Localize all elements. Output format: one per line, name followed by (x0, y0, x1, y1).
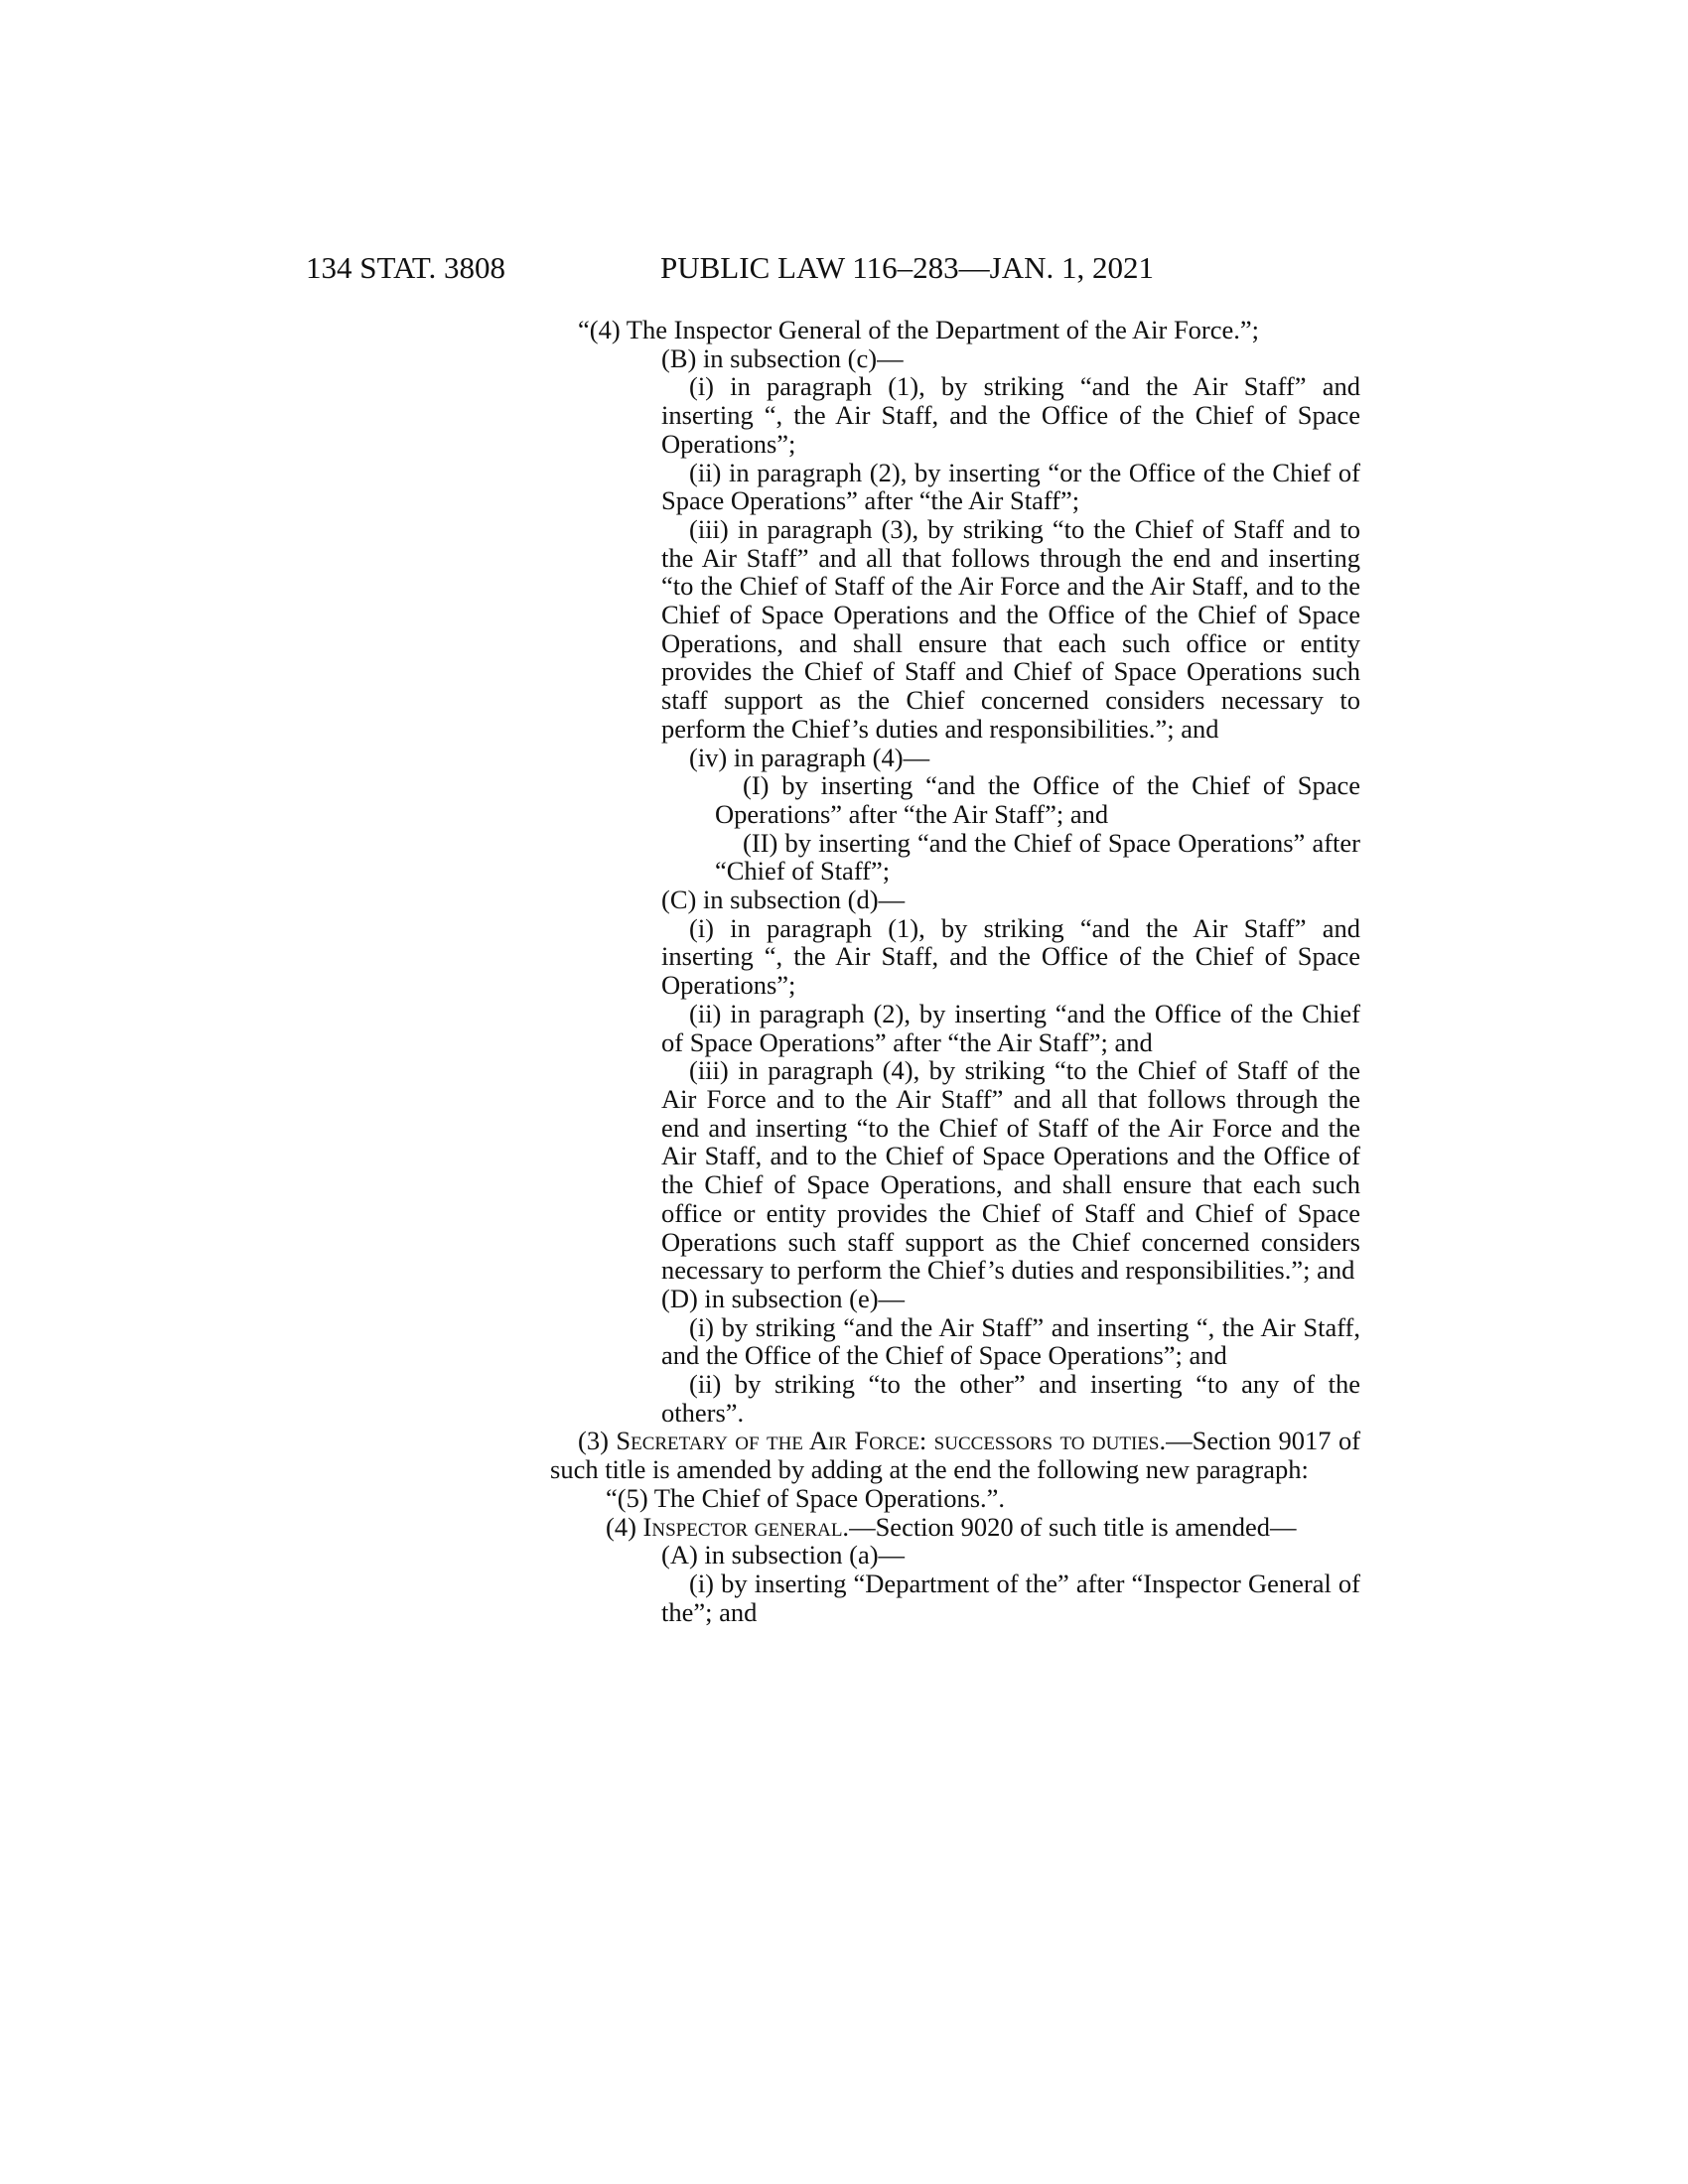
paragraph-text: —Section 9020 of such title is amended— (849, 1511, 1297, 1542)
paragraph (550, 1056, 1360, 1285)
paragraph (550, 1484, 1360, 1513)
paragraph-heading: Inspector general. (642, 1511, 850, 1542)
paragraph-heading: Secretary of the Air Force: successors to duties. (616, 1426, 1167, 1456)
paragraph-text: (I) by inserting “and the Office of the Chief of Space Operations” after “the Air Staff”; and (715, 770, 1360, 829)
paragraph-text: “(4) The Inspector General of the Department of the Air Force.”; (578, 315, 1260, 344)
paragraph (550, 1427, 1360, 1483)
paragraph-text: (i) in paragraph (1), by striking “and the Air Staff” and inserting “, the Air Staff, and the Office of the Chief of Space Operations”; (661, 371, 1360, 459)
paragraph (550, 372, 1360, 458)
paragraph-text: (B) in subsection (c)— (661, 342, 904, 373)
paragraph (550, 1313, 1360, 1370)
paragraph-text: (ii) in paragraph (2), by inserting “and the Office of the Chief of Space Operations” after “the Air Staff”; and (661, 998, 1360, 1057)
paragraph (550, 459, 1360, 515)
document-body (550, 316, 1360, 1626)
paragraph (550, 1370, 1360, 1427)
paragraph-text: (ii) in paragraph (2), by inserting “or the Office of the Chief of Space Operations” after “the Air Staff”; (661, 457, 1360, 516)
paragraph-text: (C) in subsection (d)— (661, 885, 906, 915)
paragraph (550, 344, 1360, 373)
statute-page-number: 134 STAT. 3808 (306, 250, 506, 285)
paragraph-number: (3) (578, 1426, 609, 1456)
paragraph (550, 1285, 1360, 1313)
paragraph-text: (D) in subsection (e)— (661, 1283, 906, 1313)
paragraph-text: (A) in subsection (a)— (661, 1540, 906, 1570)
paragraph (550, 515, 1360, 744)
paragraph-text: “(5) The Chief of Space Operations.”. (606, 1482, 1006, 1513)
paragraph (550, 886, 1360, 914)
paragraph-text: —Section 9017 of such title is amended by adding at the end the following new paragraph: (550, 1426, 1361, 1485)
paragraph-text: (i) by inserting “Department of the” after “Inspector General of the”; and (661, 1568, 1360, 1627)
paragraph (550, 1570, 1360, 1626)
paragraph (550, 1000, 1360, 1056)
paragraph (550, 744, 1360, 772)
paragraph (550, 829, 1360, 886)
paragraph (550, 316, 1360, 344)
paragraph-text: (iii) in paragraph (4), by striking “to the Chief of Staff of the Air Force and to the Air Staff” and all that follows through the end and inserting “to the Chief of Staff of the Air Force and the Air Staff, and to the Chief of Space Operations and the Office of the Chief of Space Operations, and shall ensure that each such office or entity provides the Chief of Staff and Chief of Space Operations such staff support as the Chief concerned considers necessary to perform the Chief’s duties and responsibilities.”; and (661, 1055, 1360, 1286)
paragraph-text: (ii) by striking “to the other” and inserting “to any of the others”. (661, 1369, 1360, 1428)
public-law-title: PUBLIC LAW 116–283—JAN. 1, 2021 (660, 250, 1154, 285)
paragraph (550, 914, 1360, 1000)
paragraph-text: (iii) in paragraph (3), by striking “to the Chief of Staff and to the Air Staff” and all that follows through the end and inserting “to the Chief of Staff of the Air Force and the Air Staff, and to the Chief of Space Operations and the Office of the Chief of Space Operations, and shall ensure that each such office or entity provides the Chief of Staff and Chief of Space Operations such staff support as the Chief concerned considers necessary to perform the Chief’s duties and responsibilities.”; and (661, 513, 1360, 744)
paragraph-text: (i) in paragraph (1), by striking “and the Air Staff” and inserting “, the Air Staff, and the Office of the Chief of Space Operations”; (661, 912, 1360, 1001)
paragraph (550, 1541, 1360, 1570)
paragraph-text: (II) by inserting “and the Chief of Space Operations” after “Chief of Staff”; (715, 827, 1360, 887)
paragraph-text: (i) by striking “and the Air Staff” and inserting “, the Air Staff, and the Office of the Chief of Space Operations”; and (661, 1311, 1360, 1371)
paragraph-number: (4) (606, 1511, 636, 1542)
page-header (0, 248, 1688, 288)
paragraph (550, 1513, 1360, 1542)
paragraph-text: (iv) in paragraph (4)— (689, 742, 930, 772)
paragraph (550, 771, 1360, 828)
